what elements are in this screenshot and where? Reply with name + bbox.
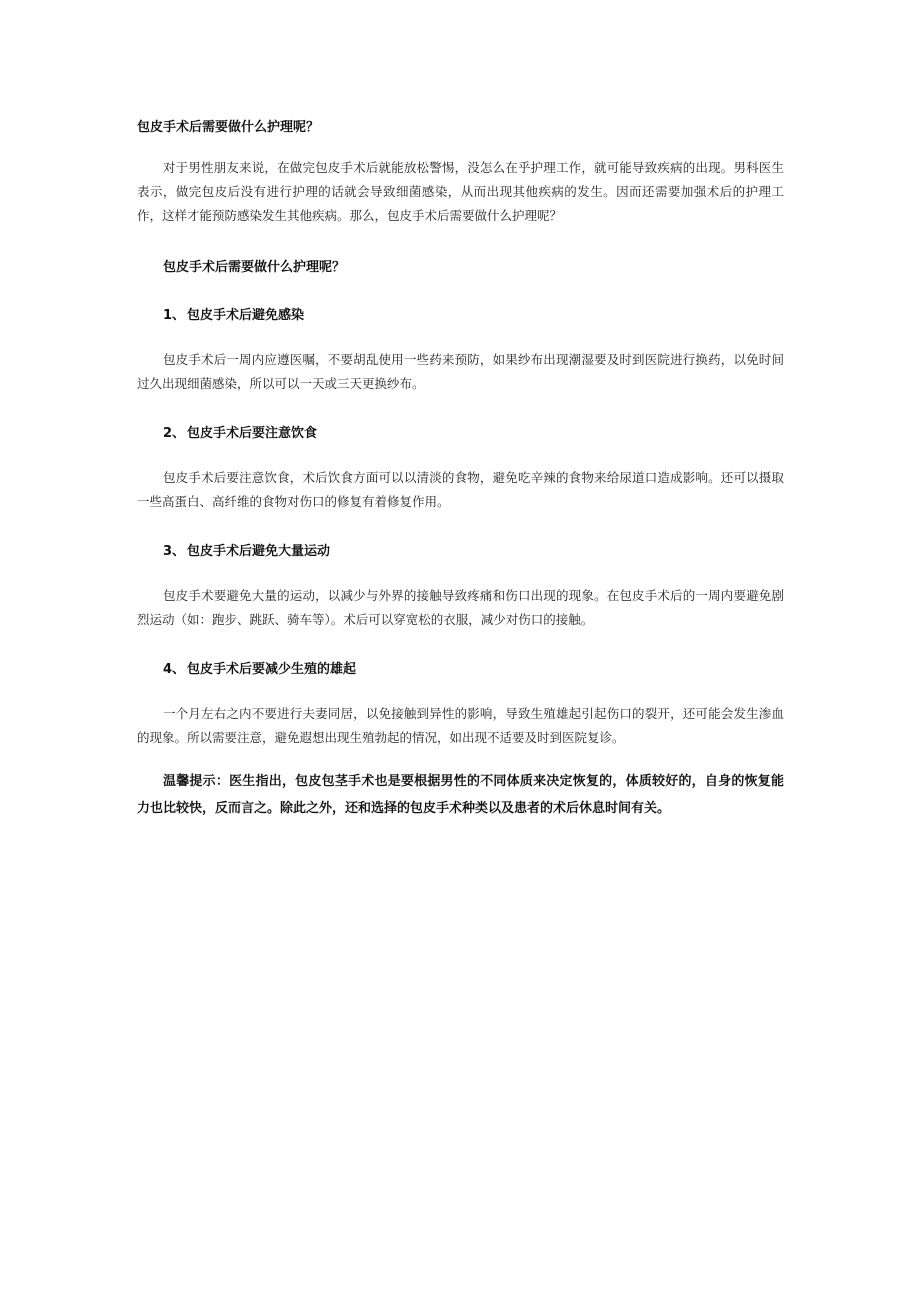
document-title: 包皮手术后需要做什么护理呢？ bbox=[137, 120, 320, 135]
section-body: 包皮手术要避免大量的运动，以减少与外界的接触导致疼痛和伤口出现的现象。在包皮手术后的一周内要避免剧烈运动（如：跑步、跳跃、骑车等）。术后可以穿宽松的衣服，减少对伤口的接触。 bbox=[137, 588, 784, 627]
section-4 bbox=[137, 660, 784, 750]
section-body: 一个月左右之内不要进行夫妻同居，以免接触到异性的影响，导致生殖雄起引起伤口的裂开，还可能会发生渗血的现象。所以需要注意，避免遐想出现生殖勃起的情况，如出现不适要及时到医院复诊。 bbox=[137, 706, 784, 745]
section-body: 包皮手术后要注意饮食，术后饮食方面可以以清淡的食物，避免吃辛辣的食物来给尿道口造成影响。还可以摄取一些高蛋白、高纤维的食物对伤口的修复有着修复作用。 bbox=[137, 470, 784, 509]
section-number: 3、 bbox=[163, 544, 186, 559]
section-1 bbox=[137, 306, 784, 396]
section-heading bbox=[163, 542, 784, 562]
section-3 bbox=[137, 542, 784, 632]
document-body bbox=[137, 110, 784, 822]
section-heading bbox=[163, 306, 784, 326]
section-number: 4、 bbox=[163, 662, 186, 677]
section-heading bbox=[163, 424, 784, 444]
section-body: 包皮手术后一周内应遵医嘱，不要胡乱使用一些药来预防，如果纱布出现潮湿要及时到医院进行换药，以免时间过久出现细菌感染，所以可以一天或三天更换纱布。 bbox=[137, 352, 784, 391]
section-heading-text: 包皮手术后避免感染 bbox=[187, 308, 305, 323]
section-heading-text: 包皮手术后要减少生殖的雄起 bbox=[187, 662, 357, 677]
document-subtitle: 包皮手术后需要做什么护理呢？ bbox=[163, 260, 346, 275]
section-heading-text: 包皮手术后要注意饮食 bbox=[187, 426, 318, 441]
section-number: 1、 bbox=[163, 308, 186, 323]
section-heading-text: 包皮手术后避免大量运动 bbox=[187, 544, 331, 559]
section-2 bbox=[137, 424, 784, 514]
warm-tip-paragraph: 温馨提示：医生指出，包皮包茎手术也是要根据男性的不同体质来决定恢复的，体质较好的，自身的恢复能力也比较快，反而言之。除此之外，还和选择的包皮手术种类以及患者的术后休息时间有关。 bbox=[137, 774, 784, 816]
section-number: 2、 bbox=[163, 426, 186, 441]
section-heading bbox=[163, 660, 784, 680]
intro-paragraph: 对于男性朋友来说，在做完包皮手术后就能放松警惕，没怎么在乎护理工作，就可能导致疾病的出现。男科医生表示，做完包皮后没有进行护理的话就会导致细菌感染，从而出现其他疾病的发生。因而还需要加强术后的护理工作，这样才能预防感染发生其他疾病。那么，包皮手术后需要做什么护理呢？ bbox=[137, 160, 784, 223]
